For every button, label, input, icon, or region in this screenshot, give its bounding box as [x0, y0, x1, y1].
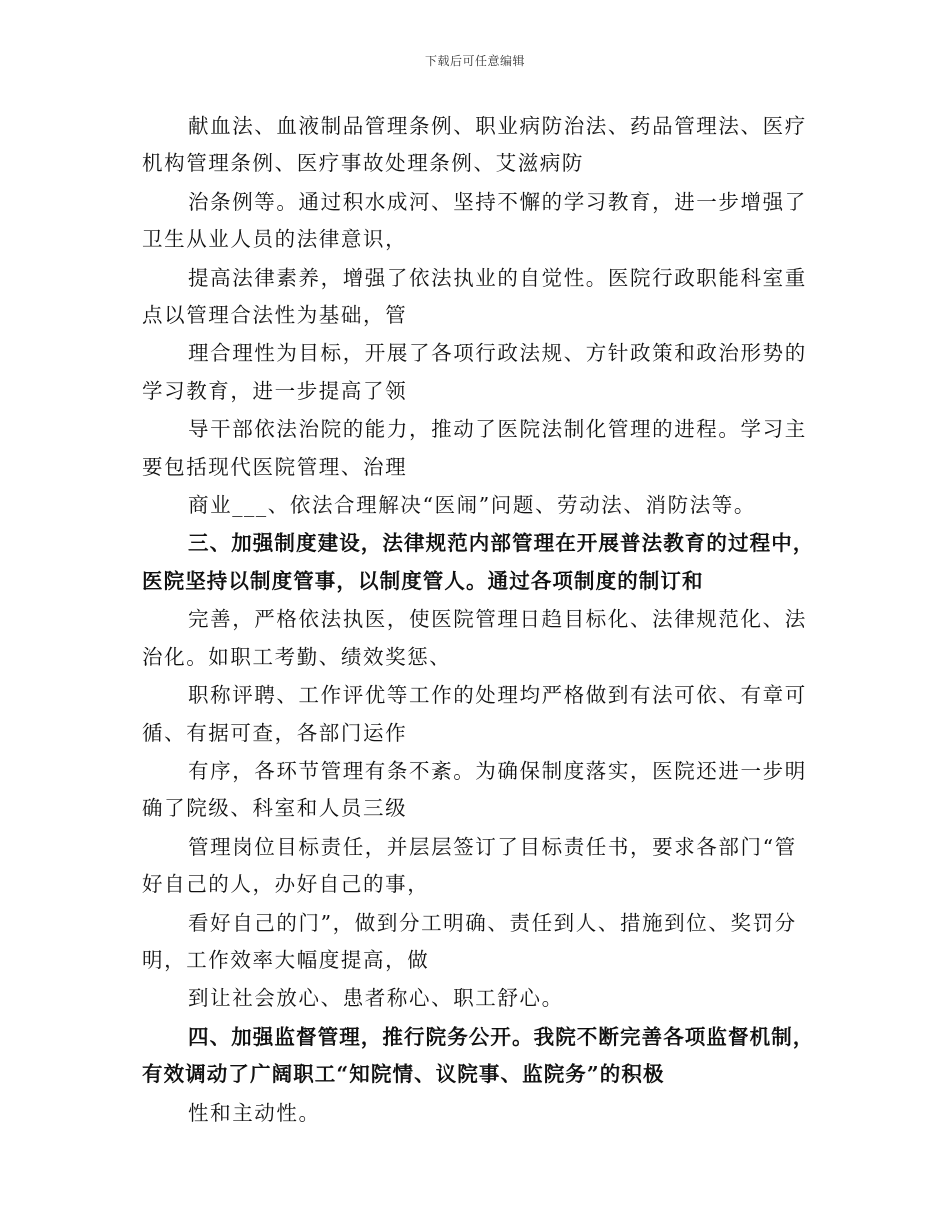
paragraph-line: 性和主动性。: [188, 1100, 321, 1125]
paragraph-line: 提高法律素养，增强了依法执业的自觉性。医院行政职能科室重: [188, 265, 807, 290]
paragraph-line: 循、有据可查，各部门运作: [142, 720, 408, 745]
paragraph-line: 三、加强制度建设，法律规范内部管理在开展普法教育的过程中，: [188, 531, 815, 556]
paragraph-1: [142, 108, 822, 183]
paragraph-4: [142, 335, 822, 410]
paragraph-2: [142, 184, 822, 259]
paragraph-line: 职称评聘、工作评优等工作的处理均严格做到有法可依、有章可: [188, 683, 807, 708]
paragraph-line: 有序，各环节管理有条不紊。为确保制度落实，医院还进一步明: [188, 758, 807, 783]
paragraph-line: 卫生从业人员的法律意识，: [142, 227, 408, 252]
paragraph-line: 有效调动了广阔职工“知院情、议院事、监院务”的积极: [142, 1062, 665, 1087]
section-heading-3: [142, 525, 822, 600]
paragraph-line: 要包括现代医院管理、治理: [142, 454, 408, 479]
document-body: [142, 108, 822, 1133]
paragraph-line: 到让社会放心、患者称心、职工舒心。: [188, 986, 564, 1011]
paragraph-line: 学习教育，进一步提高了领: [142, 378, 408, 403]
paragraph-line: 导干部依法治院的能力，推动了医院法制化管理的进程。学习主: [188, 417, 807, 442]
paragraph-line: 明，工作效率大幅度提高，做: [142, 947, 430, 972]
paragraph-13: [142, 980, 822, 1017]
paragraph-15: [142, 1095, 822, 1132]
paragraph-10: [142, 753, 822, 828]
section-heading-4: [142, 1019, 822, 1094]
page-header: 下载后可任意编辑: [424, 54, 525, 68]
paragraph-11: [142, 829, 822, 904]
paragraph-line: 医院坚持以制度管事，以制度管人。通过各项制度的制订和: [142, 568, 704, 593]
paragraph-line: 四、加强监督管理，推行院务公开。我院不断完善各项监督机制，: [188, 1024, 815, 1049]
paragraph-5: [142, 411, 822, 486]
paragraph-line: 商业___、依法合理解决“医闹”问题、劳动法、消防法等。: [188, 493, 757, 518]
paragraph-line: 点以管理合法性为基础，管: [142, 303, 408, 328]
paragraph-line: 好自己的人，办好自己的事，: [142, 872, 430, 897]
paragraph-12: [142, 905, 822, 980]
paragraph-line: 理合理性为目标，开展了各项行政法规、方针政策和政治形势的: [188, 341, 807, 366]
paragraph-line: 献血法、血液制品管理条例、职业病防治法、药品管理法、医疗: [188, 114, 807, 138]
paragraph-6: [142, 487, 822, 524]
paragraph-9: [142, 677, 822, 752]
paragraph-line: 看好自己的门”，做到分工明确、责任到人、措施到位、奖罚分: [188, 910, 797, 935]
paragraph-line: 确了院级、科室和人员三级: [142, 796, 408, 821]
paragraph-line: 治化。如职工考勤、绩效奖惩、: [142, 644, 452, 669]
paragraph-line: 完善，严格依法执医，使医院管理日趋目标化、法律规范化、法: [188, 607, 807, 632]
paragraph-line: 治条例等。通过积水成河、坚持不懈的学习教育，进一步增强了: [188, 189, 807, 214]
paragraph-line: 机构管理条例、医疗事故处理条例、艾滋病防: [142, 151, 584, 176]
paragraph-line: 管理岗位目标责任，并层层签订了目标责任书，要求各部门“管: [188, 834, 797, 859]
paragraph-3: [142, 260, 822, 335]
paragraph-8: [142, 601, 822, 676]
